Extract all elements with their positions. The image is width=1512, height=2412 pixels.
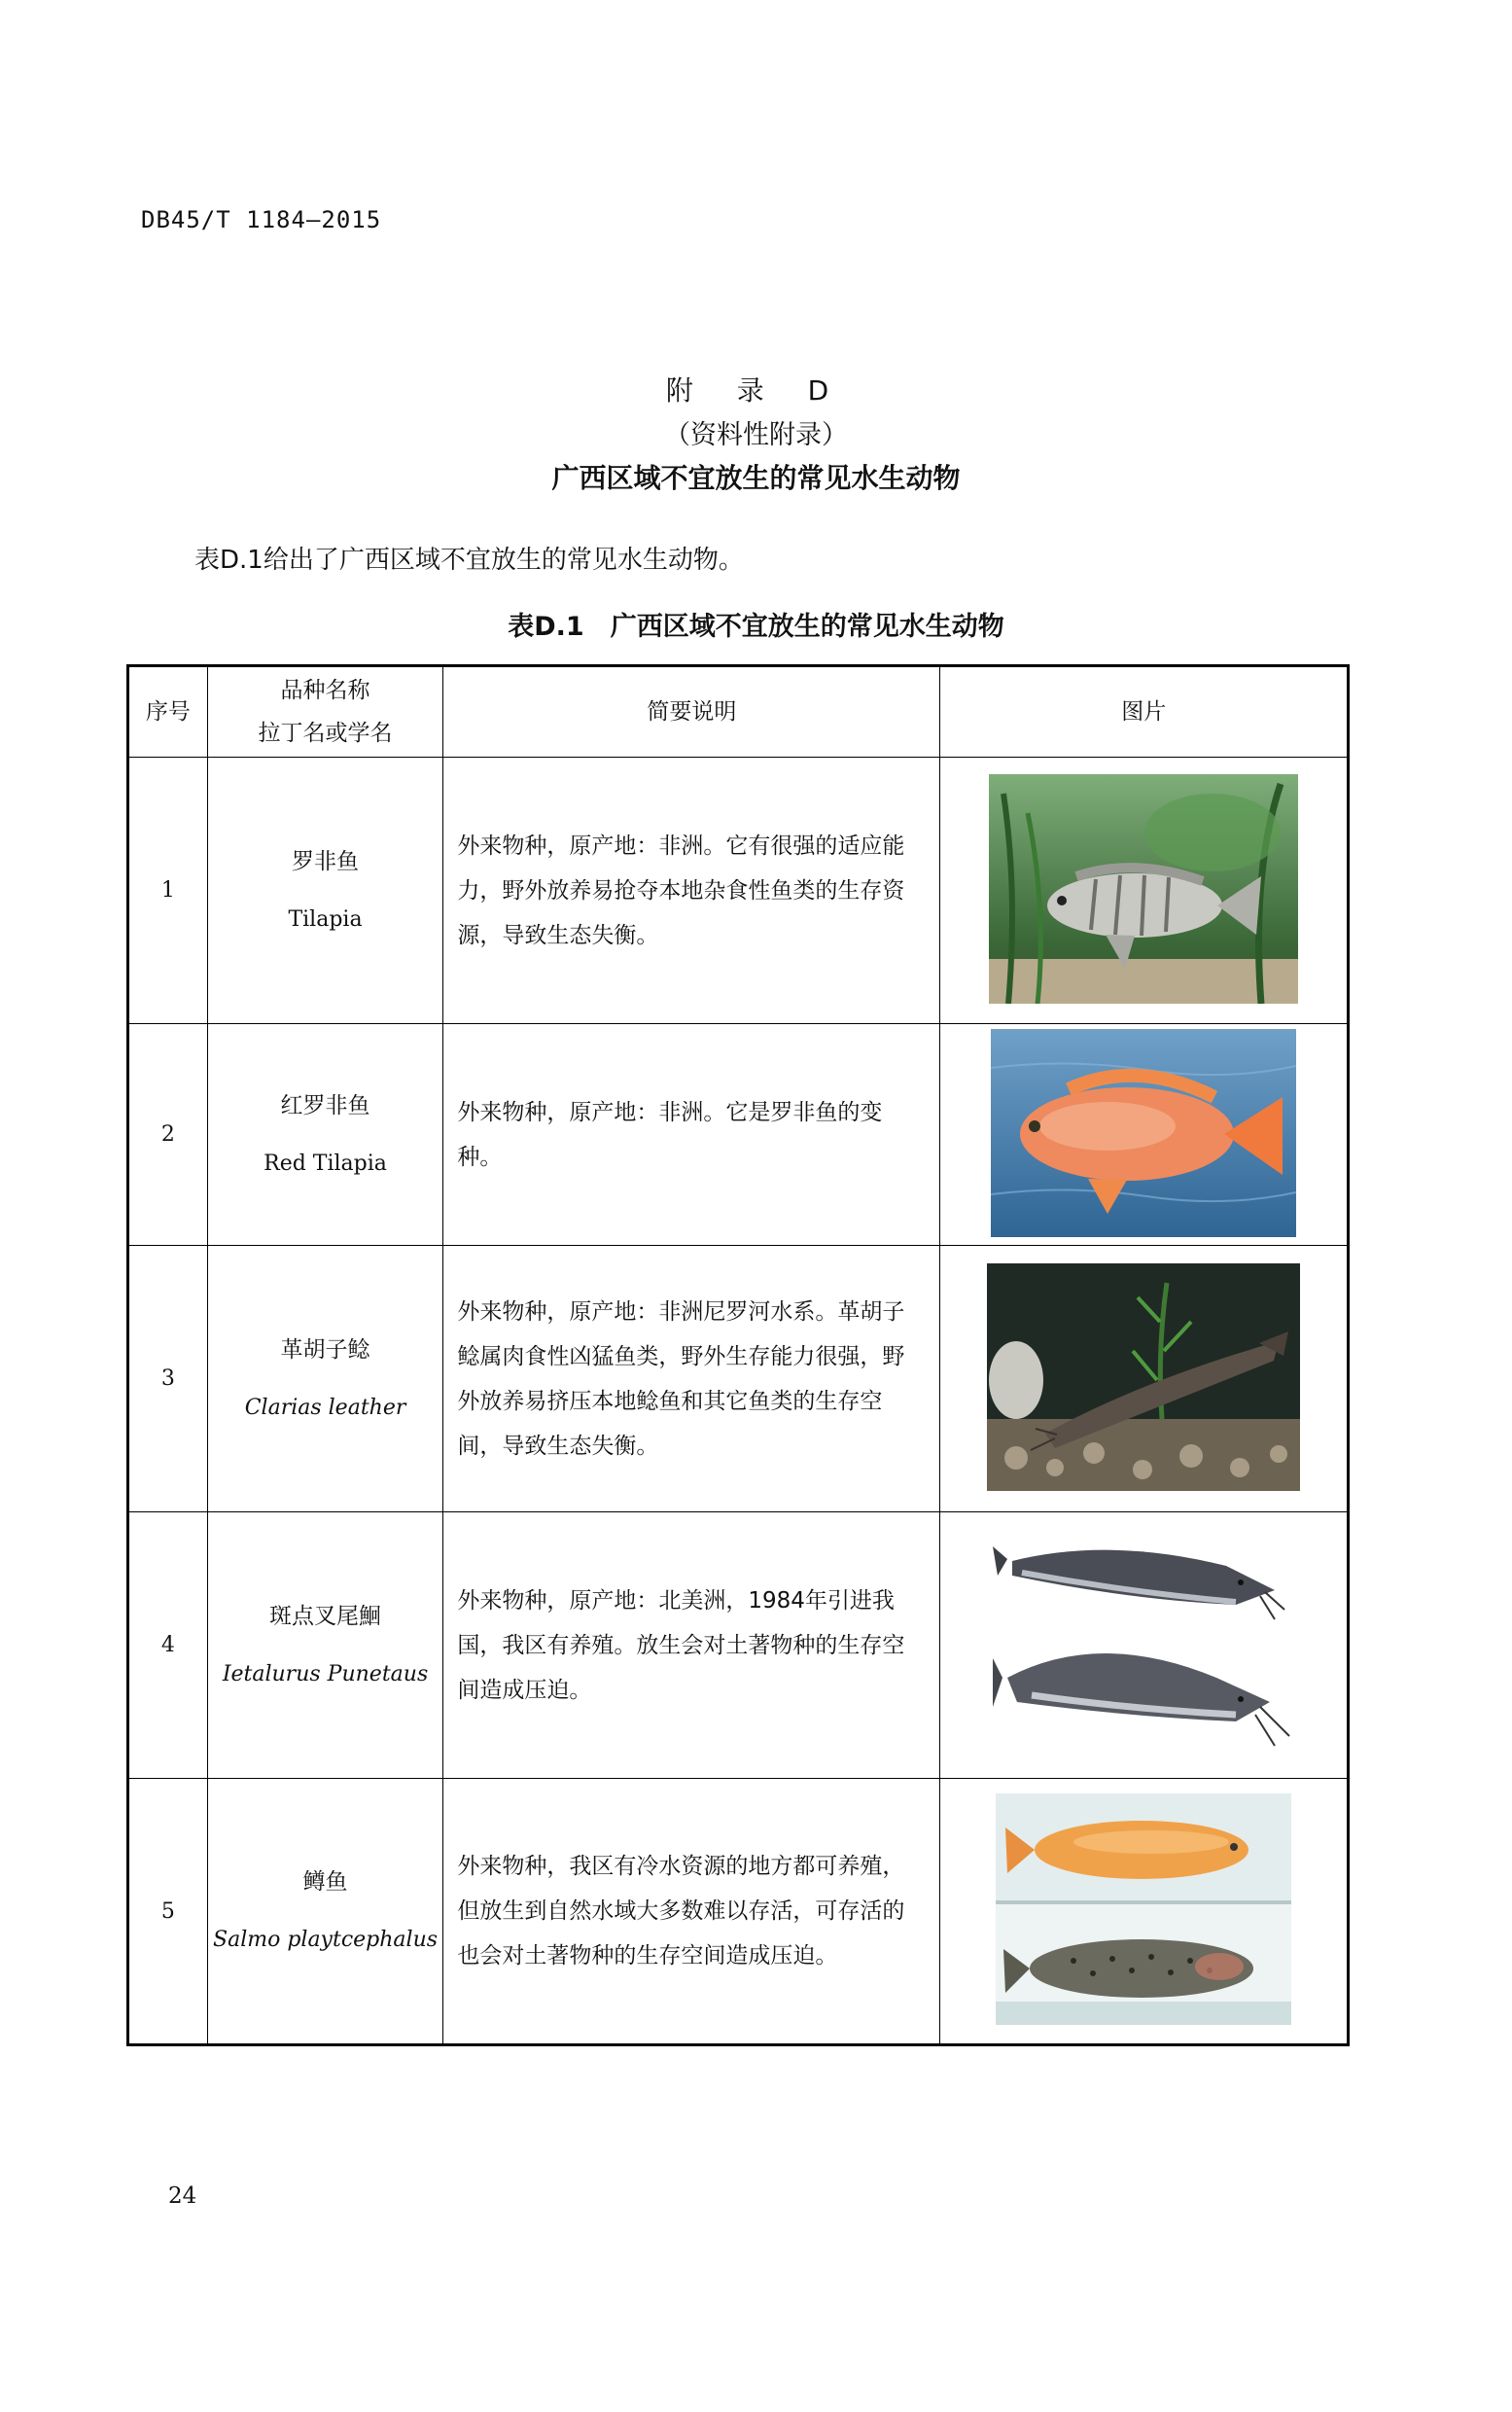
document-code: DB45/T 1184—2015 — [141, 206, 382, 233]
species-name: 罗非鱼 — [292, 848, 360, 874]
red-tilapia-photo-icon — [991, 1029, 1296, 1237]
row-index: 5 — [128, 1779, 208, 2045]
row-description: 外来物种，原产地：非洲尼罗河水系。革胡子鲶属肉食性凶猛鱼类，野外生存能力很强，野外放养易挤压本地鲶鱼和其它鱼类的生存空间，导致生态失衡。 — [443, 1246, 940, 1512]
row-picture — [940, 1779, 1349, 2045]
row-name — [207, 1512, 443, 1779]
row-name — [207, 1246, 443, 1512]
catfish-photo-icon — [987, 1263, 1300, 1491]
species-name: 斑点叉尾鮰 — [269, 1603, 382, 1629]
page-number: 24 — [168, 2183, 197, 2209]
appendix-type: （资料性附录） — [664, 420, 848, 450]
species-name: 红罗非鱼 — [280, 1092, 370, 1118]
table-row — [128, 1512, 1349, 1779]
row-picture — [940, 1246, 1349, 1512]
latin-name: Salmo playtcephalus — [213, 1928, 439, 1952]
appendix-title: 广西区域不宜放生的常见水生动物 — [551, 462, 961, 494]
header-picture: 图片 — [940, 666, 1349, 758]
table-row — [128, 1246, 1349, 1512]
row-description: 外来物种，原产地：非洲。它是罗非鱼的变种。 — [443, 1024, 940, 1246]
intro-paragraph: 表D.1给出了广西区域不宜放生的常见水生动物。 — [194, 546, 744, 575]
latin-name: Ietalurus Punetaus — [222, 1661, 429, 1686]
header-name — [207, 666, 443, 758]
table-header-row — [128, 666, 1349, 758]
row-index: 1 — [128, 758, 208, 1024]
row-name — [207, 758, 443, 1024]
header-name-line2: 拉丁名或学名 — [258, 721, 393, 746]
table-row — [128, 1024, 1349, 1246]
row-description: 外来物种，原产地：北美洲，1984年引进我国，我区有养殖。放生会对土著物种的生存空间造成压迫。 — [443, 1512, 940, 1779]
row-picture — [940, 758, 1349, 1024]
latin-name: Red Tilapia — [264, 1151, 387, 1176]
row-index: 3 — [128, 1246, 208, 1512]
row-description: 外来物种，原产地：非洲。它有很强的适应能力，野外放养易抢夺本地杂食性鱼类的生存资源，导致生态失衡。 — [443, 758, 940, 1024]
row-index: 2 — [128, 1024, 208, 1246]
trout-photo-icon — [996, 1793, 1291, 2025]
table-row — [128, 758, 1349, 1024]
species-name: 鳟鱼 — [302, 1869, 348, 1895]
tilapia-photo-icon — [989, 774, 1298, 1004]
channel-catfish-photo-icon — [993, 1532, 1294, 1756]
species-table — [126, 664, 1350, 2046]
latin-name: Tilapia — [288, 906, 363, 932]
row-name — [207, 1779, 443, 2045]
appendix-label: 附 录 D — [665, 374, 847, 407]
row-description: 外来物种，我区有冷水资源的地方都可养殖，但放生到自然水域大多数难以存活，可存活的也会对土著物种的生存空间造成压迫。 — [443, 1779, 940, 2045]
header-description: 简要说明 — [443, 666, 940, 758]
table-row — [128, 1779, 1349, 2045]
header-index: 序号 — [128, 666, 208, 758]
header-name-line1: 品种名称 — [280, 678, 370, 703]
row-picture — [940, 1024, 1349, 1246]
table-caption: 表D.1 广西区域不宜放生的常见水生动物 — [508, 612, 1004, 642]
species-name: 革胡子鲶 — [280, 1336, 370, 1363]
row-index: 4 — [128, 1512, 208, 1779]
row-picture — [940, 1512, 1349, 1779]
latin-name: Clarias leather — [244, 1395, 406, 1420]
row-name — [207, 1024, 443, 1246]
